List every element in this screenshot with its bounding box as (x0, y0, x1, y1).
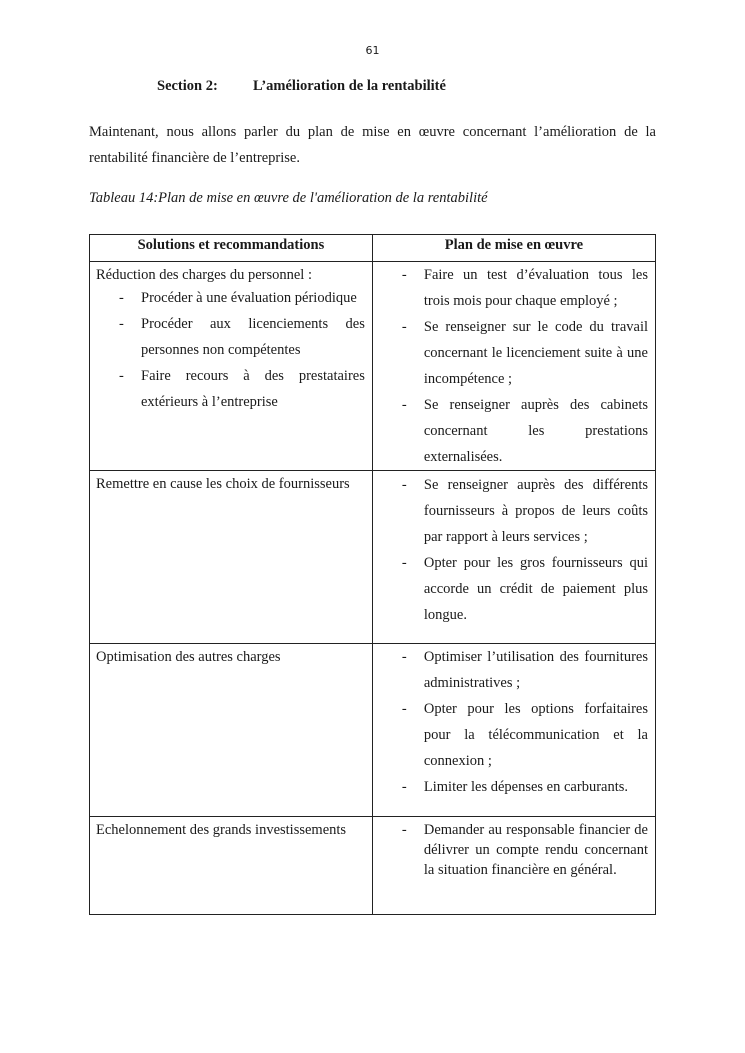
list-item: - Opter pour les options forfaitaires pour la télécommunication et la connexion ; (401, 701, 648, 769)
page-number: 61 (365, 44, 380, 57)
solution-cell (90, 644, 373, 817)
plan-list (373, 262, 655, 470)
section-title: L’amélioration de la rentabilité (253, 78, 446, 94)
table-row (90, 817, 656, 915)
list-item: - Optimiser l’utilisation des fournitures administratives ; (401, 649, 648, 691)
table-row (90, 644, 656, 817)
solution-cell (90, 471, 373, 644)
list-item: - Faire recours à des prestataires extérieurs à l’entreprise (119, 368, 365, 410)
implementation-plan-table (89, 234, 656, 915)
header-solutions: Solutions et recommandations (90, 235, 373, 262)
solution-cell (90, 262, 373, 471)
list-item: - Faire un test d’évaluation tous les trois mois pour chaque employé ; (401, 267, 648, 309)
plan-list (373, 817, 655, 880)
table-caption: Tableau 14:Plan de mise en œuvre de l'amélioration de la rentabilité (89, 190, 488, 206)
section-heading (157, 78, 446, 95)
solution-text: Remettre en cause les choix de fournisseurs (96, 476, 350, 492)
table-row (90, 471, 656, 644)
list-item: - Procéder à une évaluation périodique (119, 290, 357, 306)
plan-cell (372, 471, 655, 644)
table-header-row (90, 235, 656, 262)
solution-list (90, 285, 372, 415)
header-plan: Plan de mise en œuvre (372, 235, 655, 262)
list-item: - Limiter les dépenses en carburants. (401, 779, 629, 795)
list-item: - Se renseigner auprès des cabinets concernant les prestations externalisées. (401, 397, 648, 465)
plan-list (373, 644, 655, 800)
list-item: - Opter pour les gros fournisseurs qui accorde un crédit de paiement plus longue. (401, 555, 648, 623)
plan-cell (372, 644, 655, 817)
solution-text: Optimisation des autres charges (96, 649, 281, 665)
intro-paragraph: Maintenant, nous allons parler du plan de mise en œuvre concernant l’amélioration de la rentabilité financière de l’entreprise. (89, 124, 656, 166)
list-item: - Demander au responsable financier de délivrer un compte rendu concernant la situation financière en général. (401, 822, 648, 878)
solution-text: Réduction des charges du personnel : (96, 267, 312, 283)
plan-list (373, 471, 655, 628)
list-item: - Procéder aux licenciements des personnes non compétentes (119, 316, 365, 358)
plan-cell (372, 817, 655, 915)
solution-text: Echelonnement des grands investissements (96, 822, 347, 838)
plan-cell (372, 262, 655, 471)
list-item: - Se renseigner auprès des différents fournisseurs à propos de leurs coûts par rapport à leurs services ; (401, 477, 648, 545)
section-label: Section 2: (157, 78, 218, 94)
table-row (90, 262, 656, 471)
solution-cell (90, 817, 373, 915)
list-item: - Se renseigner sur le code du travail concernant le licenciement suite à une incompétence ; (401, 319, 648, 387)
